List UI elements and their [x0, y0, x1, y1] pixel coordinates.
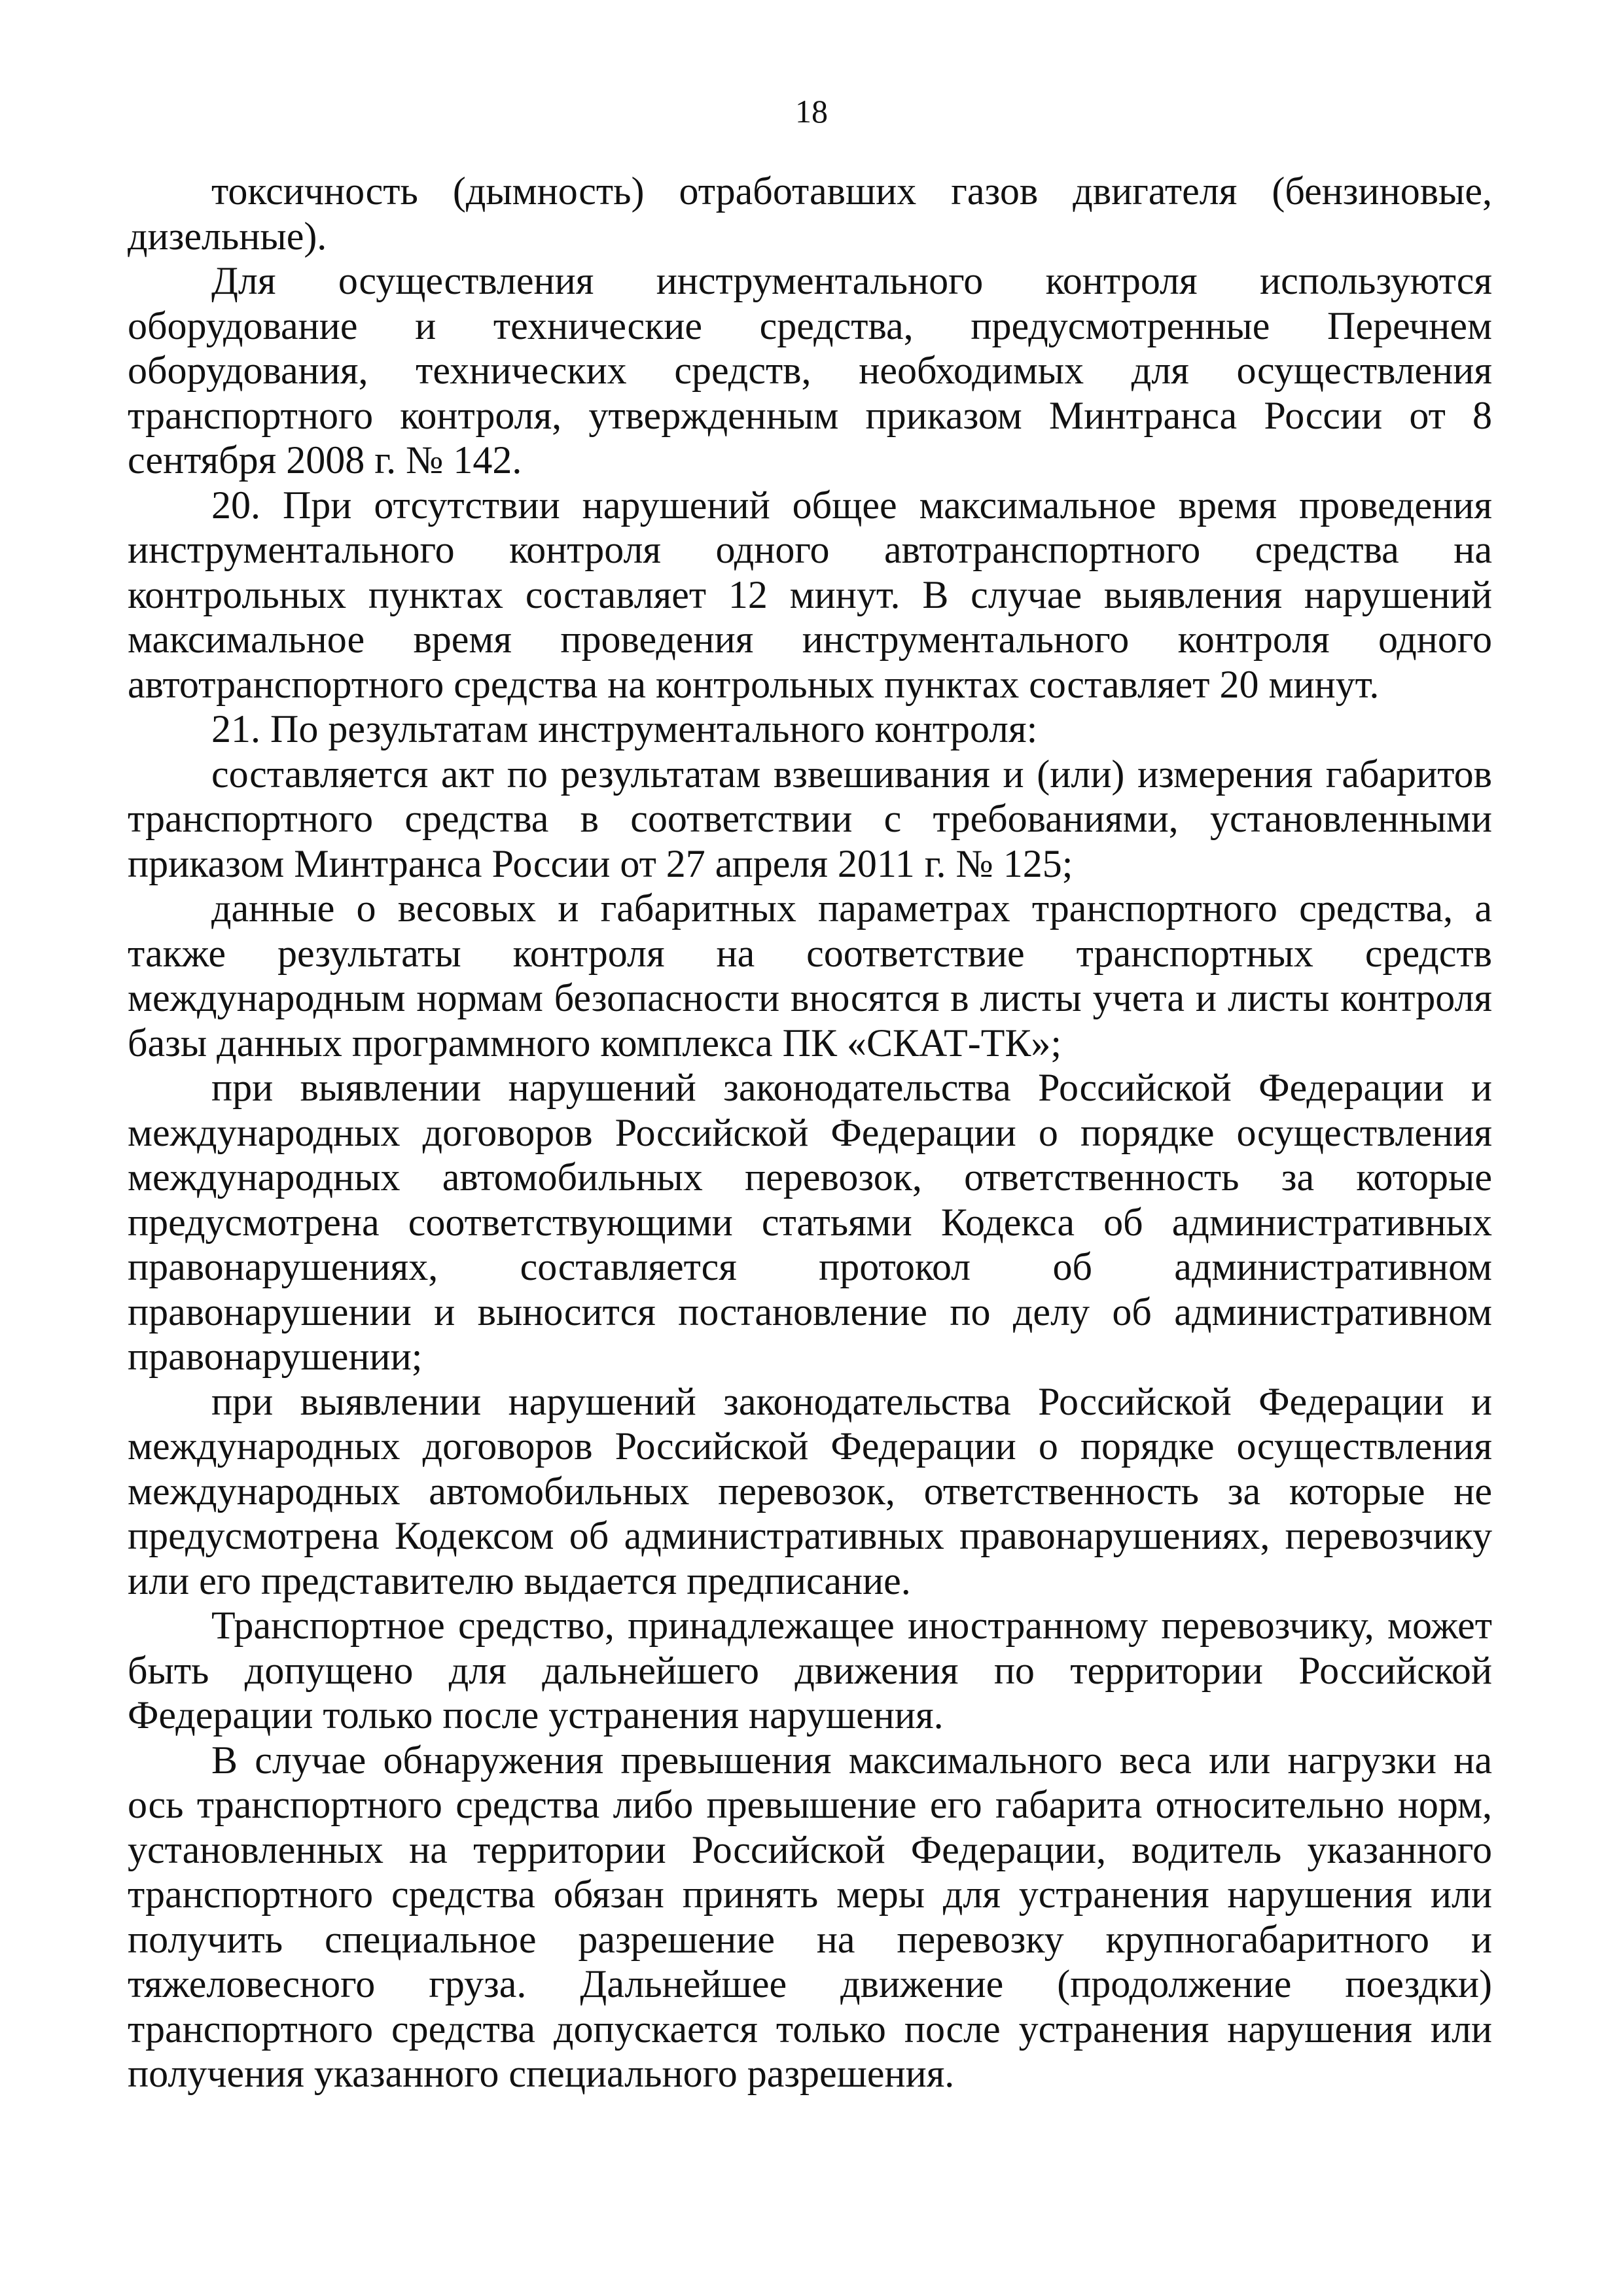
- paragraph-database-entry: данные о весовых и габаритных параметрах транспортного средства, а также результаты контроля на соответствие транспортных средств международным нормам безопасности вносятся в листы учета и листы контроля базы данных программного комплекса ПК «СКАТ-ТК»;: [128, 887, 1492, 1065]
- paragraph-protocol: при выявлении нарушений законодательства Российской Федерации и международных договоров Российской Федерации о порядке осуществления международных автомобильных перевозок, ответственность за которые предусмотрена соответствующими статьями Кодекса об административных правонарушениях, составляется протокол об административном правонарушении и выносится постановление по делу об административном правонарушении;: [128, 1066, 1492, 1378]
- document-body: [128, 169, 1492, 2096]
- paragraph-overweight: В случае обнаружения превышения максимального веса или нагрузки на ось транспортного средства либо превышение его габарита относительно норм, установленных на территории Российской Федерации, водитель указанного транспортного средства обязан принять меры для устранения нарушения или получить специальное разрешение на перевозку крупногабаритного и тяжеловесного груза. Дальнейшее движение (продолжение поездки) транспортного средства допускается только после устранения нарушения или получения указанного специального разрешения.: [128, 1738, 1492, 2095]
- paragraph-item-20: 20. При отсутствии нарушений общее максимальное время проведения инструментального контроля одного автотранспортного средства на контрольных пунктах составляет 12 минут. В случае выявления нарушений максимальное время проведения инструментального контроля одного автотранспортного средства на контрольных пунктах составляет 20 минут.: [128, 483, 1492, 706]
- paragraph-weighing-act: составляется акт по результатам взвешивания и (или) измерения габаритов транспортного средства в соответствии с требованиями, установленными приказом Минтранса России от 27 апреля 2011 г. № 125;: [128, 752, 1492, 885]
- page-number: 18: [795, 93, 828, 130]
- paragraph-equipment: Для осуществления инструментального контроля используются оборудование и технические средства, предусмотренные Перечнем оборудования, технических средств, необходимых для осуществления транспортного контроля, утвержденным приказом Минтранса России от 8 сентября 2008 г. № 142.: [128, 259, 1492, 482]
- paragraph-foreign-carrier: Транспортное средство, принадлежащее иностранному перевозчику, может быть допущено для дальнейшего движения по территории Российской Федерации только после устранения нарушения.: [128, 1604, 1492, 1737]
- paragraph-prescription: при выявлении нарушений законодательства Российской Федерации и международных договоров Российской Федерации о порядке осуществления международных автомобильных перевозок, ответственность за которые не предусмотрена Кодексом об административных правонарушениях, перевозчику или его представителю выдается предписание.: [128, 1379, 1492, 1602]
- paragraph-toxicity-continuation: токсичность (дымность) отработавших газов двигателя (бензиновые, дизельные).: [128, 169, 1492, 258]
- paragraph-item-21: 21. По результатам инструментального контроля:: [211, 707, 1038, 751]
